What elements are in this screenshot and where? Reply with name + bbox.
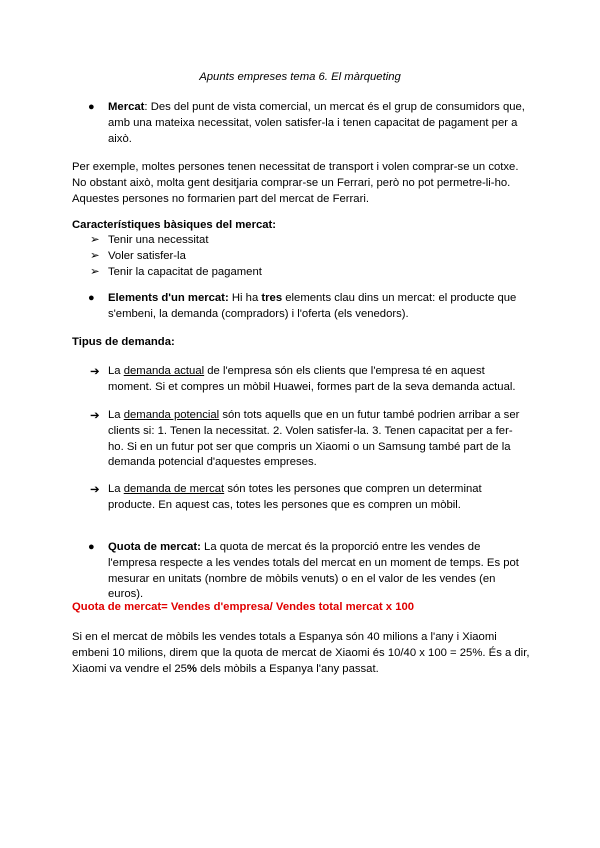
mercat-term: Mercat bbox=[108, 101, 145, 113]
arrowhead-icon: ➢ bbox=[90, 234, 100, 246]
demanda-term: demanda de mercat bbox=[123, 483, 225, 495]
elements-term: Elements d'un mercat: bbox=[108, 292, 229, 304]
page-title: Apunts empreses tema 6. El màrqueting bbox=[199, 71, 401, 83]
mercat-definition bbox=[108, 100, 528, 147]
demanda-actual: La demanda actual de l'empresa són els clients que l'empresa té en aquest moment. Si et compres un mòbil Huawei, formes part de la seva demanda actual. bbox=[108, 365, 516, 393]
demanda-term: demanda potencial bbox=[123, 409, 220, 421]
quota-definition: Quota de mercat: La quota de mercat és la proporció entre les vendes de l'empresa respecte a les vendes totals del mercat en un moment de temps. Es pot mesurar en unitats (nombre de mòbils venuts) o en el valor de les vendes (en euros). bbox=[108, 541, 519, 601]
arrow-right-icon: ➔ bbox=[90, 484, 100, 496]
arrow-right-icon: ➔ bbox=[90, 366, 100, 378]
arrowhead-icon: ➢ bbox=[90, 265, 100, 278]
demanda-mercat: La demanda de mercat són totes les persones que compren un determinat producte. En aquest cas, totes les persones que es compren un mòbil. bbox=[108, 483, 482, 511]
list-item: ➢ Tenir una necessitat bbox=[90, 233, 262, 249]
quota-formula: Quota de mercat= Vendes d'empresa/ Vendes total mercat x 100 bbox=[72, 601, 415, 613]
arrowhead-icon: ➢ bbox=[90, 249, 100, 262]
list-item: ➢ Voler satisfer-la bbox=[90, 249, 262, 265]
example-line: No obstant això, molta gent desitjaria comprar-se un Ferrari, però no pot permetre-li-ho. bbox=[72, 176, 511, 189]
bullet-dot: ● bbox=[88, 101, 95, 113]
caracteristiques-list bbox=[90, 233, 262, 280]
percent-bold: % bbox=[186, 662, 197, 675]
example-line: Per exemple, moltes persones tenen necessitat de transport i volen comprar-se un cotxe. bbox=[72, 161, 519, 173]
tipus-heading: Tipus de demanda: bbox=[72, 336, 175, 348]
quota-term: Quota de mercat: bbox=[108, 541, 201, 553]
demanda-term: demanda actual bbox=[123, 365, 205, 377]
bullet-dot: ● bbox=[88, 292, 95, 304]
arrow-right-icon: ➔ bbox=[90, 410, 100, 422]
example-line: Aquestes persones no formarien part del mercat de Ferrari. bbox=[72, 192, 369, 205]
example-paragraph bbox=[72, 160, 542, 207]
elements-definition: Elements d'un mercat: Hi ha tres elements clau dins un mercat: el producte que s'embeni, la demanda (compradors) i l'oferta (els venedors). bbox=[108, 292, 517, 320]
mercat-text: : Des del punt de vista comercial, un mercat és el grup de consumidors que, amb una mateixa necessitat, volen satisfer-la i tenen capacitat de pagament per a això. bbox=[108, 101, 525, 145]
caracteristiques-heading: Característiques bàsiques del mercat: bbox=[72, 219, 277, 231]
list-item: ➢ Tenir la capacitat de pagament bbox=[90, 265, 262, 281]
bullet-dot: ● bbox=[88, 541, 95, 553]
quota-example: Si en el mercat de mòbils les vendes totals a Espanya són 40 milions a l'any i Xiaomi embeni 10 milions, direm que la quota de mercat de Xiaomi és 10/40 x 100 = 25%. És a dir, Xiaomi va vendre el 25% dels mòbils a Espanya l'any passat. bbox=[72, 631, 530, 675]
demanda-potencial: La demanda potencial són tots aquells que en un futur també podrien arribar a ser clients si: 1. Tenen la necessitat. 2. Volen satisfer-la. 3. Tenen capacitat per a fer-ho. Si en un futur pot ser que compris un Xiaomi o un Samsung també part de la demanda potencial d'aquestes empreses. bbox=[108, 409, 520, 469]
elements-bold: tres bbox=[261, 292, 283, 304]
